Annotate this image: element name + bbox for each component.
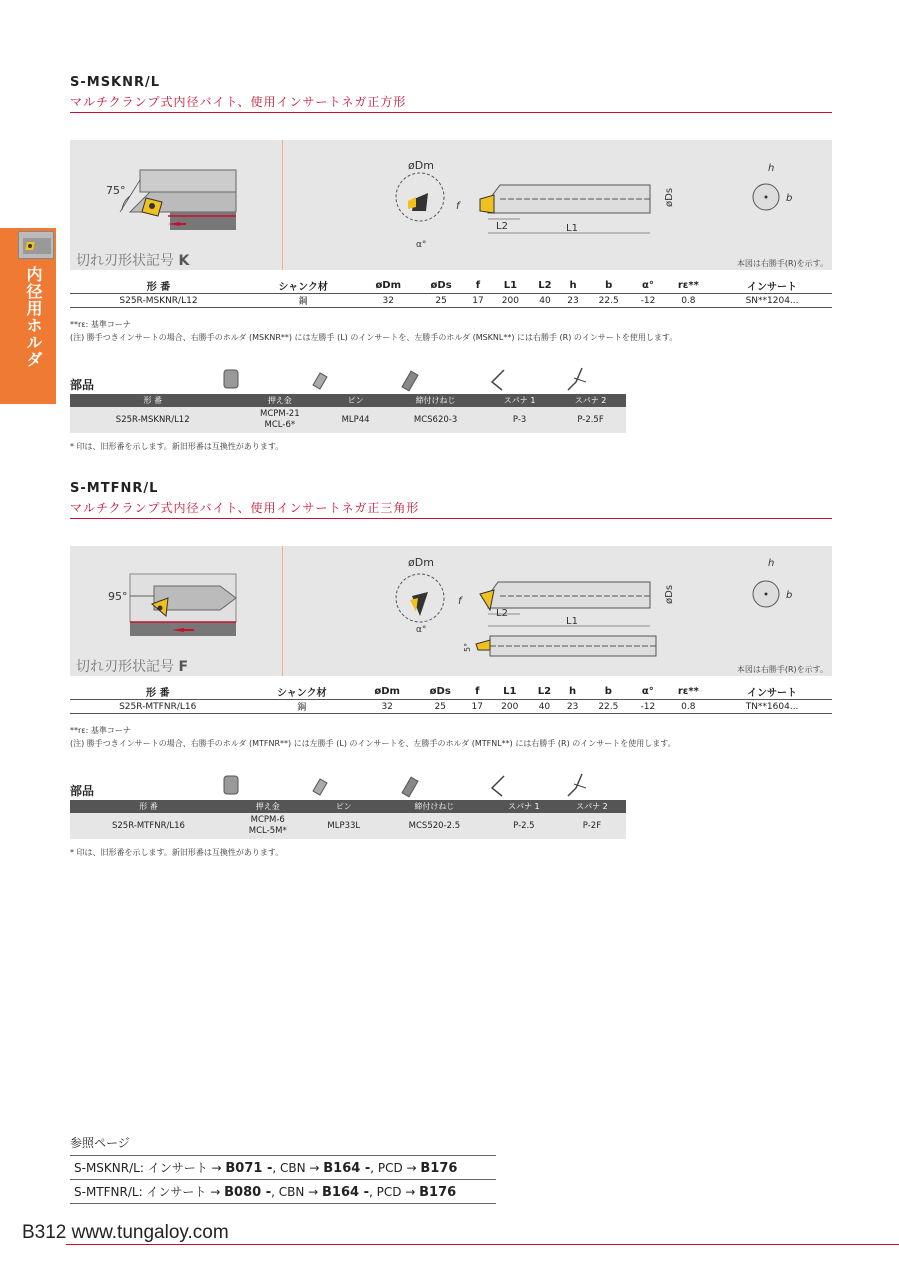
- footnote: **rε: 基準コーナ (注) 勝手つきインサートの場合、右勝手のホルダ (MTFNR**) には左勝手 (L) のインサートを、左勝手のホルダ (MTFNL**) には右勝手 (R) のインサートを使用します。: [70, 726, 676, 748]
- svg-text:5°: 5°: [463, 642, 472, 652]
- cutting-angle-diagram: [70, 140, 282, 250]
- svg-text:L1: L1: [566, 616, 578, 627]
- screw-icon: [402, 777, 418, 797]
- reference-row[interactable]: S-MTFNR/L: インサート → B080 -, CBN → B164 -, PCD → B176: [70, 1180, 496, 1204]
- site-url[interactable]: www.tungaloy.com: [71, 1222, 229, 1243]
- parts-note: * 印は、旧形番を示します。新旧形番は互換性があります。: [70, 442, 284, 451]
- dimension-diagram: [390, 556, 830, 666]
- wrench2-icon: [568, 368, 586, 390]
- svg-text:h: h: [768, 163, 775, 174]
- parts-icons: [218, 364, 618, 394]
- svg-text:α°: α°: [416, 240, 427, 250]
- wrench1-icon: [492, 776, 504, 796]
- spec-table: 形 番 シャンク材 øDm øDs f L1 L2 h b α° rε** インサート S25R-MSKNR/L12 鋼 32 25 17 200 40 23 22.5 -12 0.8 SN**1204...: [70, 278, 832, 308]
- svg-text:øDm: øDm: [408, 159, 434, 172]
- section-title: S-MTFNR/L: [70, 481, 159, 496]
- wrench2-icon: [568, 774, 586, 796]
- pin-icon: [313, 373, 327, 389]
- reference-row[interactable]: S-MSKNR/L: インサート → B071 -, CBN → B164 -, PCD → B176: [70, 1156, 496, 1180]
- svg-text:α°: α°: [416, 625, 427, 635]
- spec-table: 形 番 シャンク材 øDm øDs f L1 L2 h b α° rε** インサート S25R-MTFNR/L16 鋼 32 25 17 200 40 23 22.5 -12 0.8 TN**1604...: [70, 684, 832, 714]
- dimension-diagram: [390, 155, 830, 250]
- shape-code: 切れ刃形状記号 F: [76, 659, 189, 675]
- table-row: S25R-MSKNR/L12 MCPM-21 MCL-6* MLP44 MCS620-3 P-3 P-2.5F: [70, 407, 626, 433]
- svg-text:L1: L1: [566, 223, 578, 234]
- tool-diagram: [70, 546, 832, 676]
- side-tab-label: 内径用ホルダ: [24, 266, 43, 368]
- side-category-tab: [0, 228, 56, 404]
- svg-text:L2: L2: [496, 608, 508, 619]
- table-row: S25R-MSKNR/L12 鋼 32 25 17 200 40 23 22.5 -12 0.8 SN**1204...: [70, 294, 832, 308]
- pin-icon: [313, 779, 327, 795]
- section-title: S-MSKNR/L: [70, 75, 161, 90]
- holder-thumbnail-icon: [18, 231, 54, 259]
- svg-text:f: f: [456, 201, 460, 212]
- section-subtitle: マルチクランプ式内径バイト、使用インサートネガ正三角形: [70, 499, 832, 519]
- shape-code: 切れ刃形状記号 K: [76, 253, 190, 269]
- tool-diagram: [70, 140, 832, 270]
- parts-title: 部品: [70, 378, 95, 392]
- parts-title: 部品: [70, 784, 95, 798]
- angle-label: 75°: [106, 184, 126, 197]
- footer-rule: [66, 1244, 899, 1245]
- svg-text:øDs: øDs: [664, 187, 675, 207]
- svg-text:h: h: [768, 558, 775, 569]
- reference-title: 参照ページ: [70, 1134, 496, 1156]
- screw-icon: [402, 371, 418, 391]
- table-row: S25R-MTFNR/L16 MCPM-6 MCL-5M* MLP33L MCS520-2.5 P-2.5 P-2F: [70, 813, 626, 839]
- clamp-icon: [224, 370, 238, 388]
- page-footer: [22, 1222, 229, 1244]
- svg-text:b: b: [786, 193, 793, 204]
- cutting-angle-diagram: [70, 546, 282, 656]
- table-row: S25R-MTFNR/L16 鋼 32 25 17 200 40 23 22.5 -12 0.8 TN**1604...: [70, 700, 832, 714]
- svg-text:L2: L2: [496, 221, 508, 232]
- footnote: **rε: 基準コーナ (注) 勝手つきインサートの場合、右勝手のホルダ (MSKNR**) には左勝手 (L) のインサートを、左勝手のホルダ (MSKNL**) には右勝手 (R) のインサートを使用します。: [70, 320, 678, 342]
- reference-pages: [70, 1134, 496, 1204]
- page-number: B312: [22, 1222, 67, 1243]
- parts-note: * 印は、旧形番を示します。新旧形番は互換性があります。: [70, 848, 284, 857]
- wrench1-icon: [492, 370, 504, 390]
- svg-text:f: f: [458, 596, 462, 607]
- hand-note: 本図は右勝手(R)を示す。: [736, 259, 828, 268]
- parts-table: 形 番 押え金 ピン 締付けねじ スパナ 1 スパナ 2 S25R-MSKNR/L12 MCPM-21 MCL-6* MLP44 MCS620-3 P-3 P-2.5F: [70, 394, 626, 433]
- section-subtitle: マルチクランプ式内径バイト、使用インサートネガ正方形: [70, 93, 832, 113]
- parts-icons: [218, 770, 618, 800]
- parts-table: 形 番 押え金 ピン 締付けねじ スパナ 1 スパナ 2 S25R-MTFNR/L16 MCPM-6 MCL-5M* MLP33L MCS520-2.5 P-2.5 P-2F: [70, 800, 626, 839]
- svg-text:øDm: øDm: [408, 556, 434, 569]
- angle-label: 95°: [108, 590, 128, 603]
- hand-note: 本図は右勝手(R)を示す。: [736, 665, 828, 674]
- svg-text:øDs: øDs: [664, 584, 675, 604]
- clamp-icon: [224, 776, 238, 794]
- svg-text:b: b: [786, 590, 793, 601]
